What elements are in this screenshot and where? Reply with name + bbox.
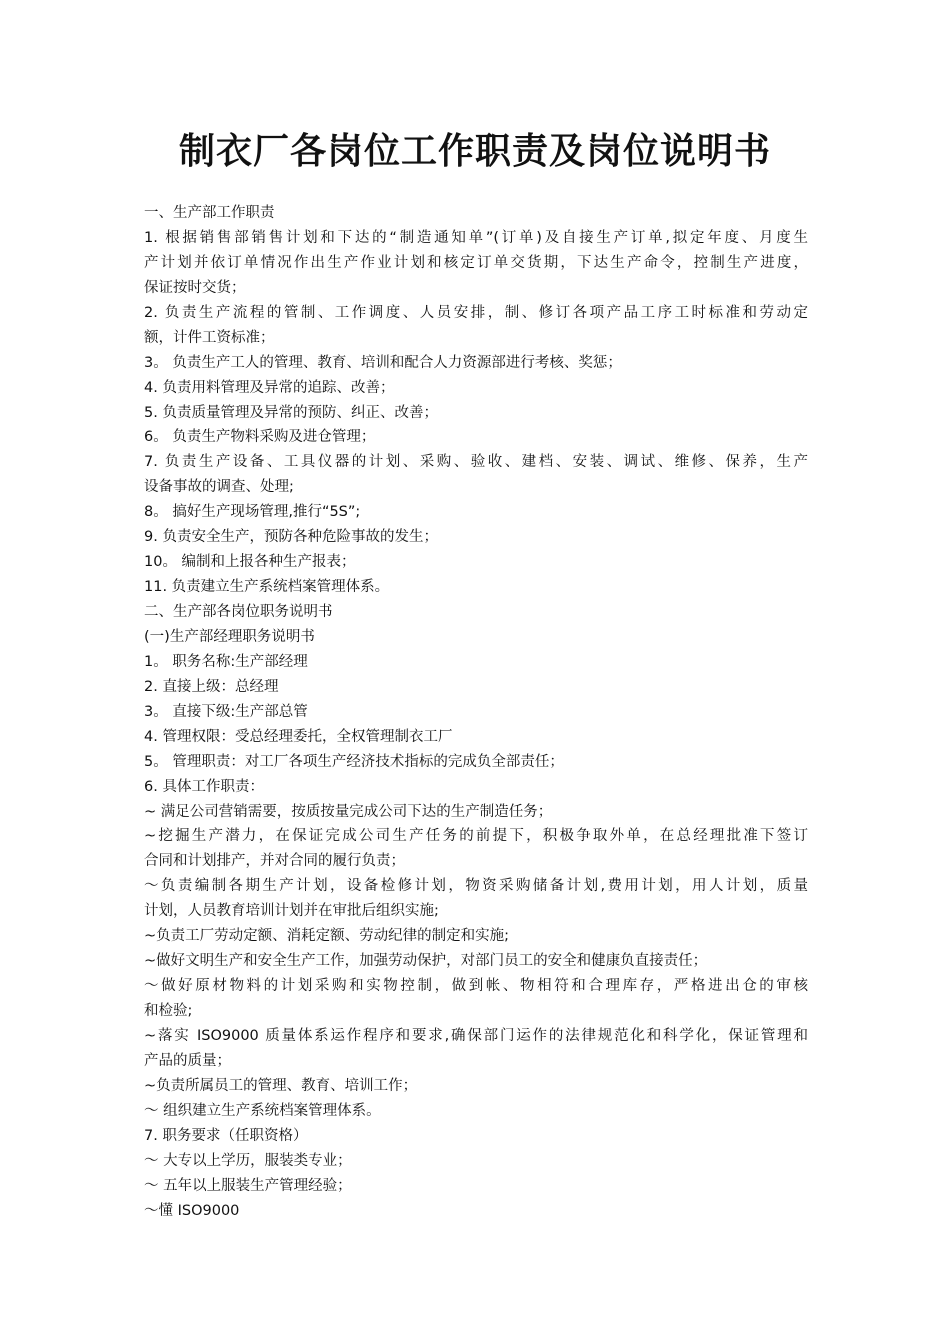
document-body [144, 201, 808, 1223]
text-line: ~落实 ISO9000 质量体系运作程序和要求,确保部门运作的法律规范化和科学化，保证管理和 [144, 1027, 808, 1044]
text-line: 4. 管理权限：受总经理委托，全权管理制衣工厂 [144, 728, 453, 745]
text-line: 9. 负责安全生产，预防各种危险事故的发生； [144, 529, 438, 546]
text-line: ～懂 ISO9000 [144, 1202, 240, 1219]
text-line: ～做好原材物料的计划采购和实物控制，做到帐、物相符和合理库存，严格进出仓的审核 [144, 978, 808, 995]
text-line: 保证按时交货； [144, 279, 246, 296]
text-line: 2. 直接上级：总经理 [144, 678, 279, 695]
text-line: 产计划并依订单情况作出生产作业计划和核定订单交货期，下达生产命令，控制生产进度， [144, 254, 808, 271]
text-line: 3。 负责生产工人的管理、教育、培训和配合人力资源部进行考核、奖惩； [144, 354, 622, 371]
text-line: 设备事故的调查、处理; [144, 479, 294, 496]
text-line: 产品的质量； [144, 1052, 231, 1069]
text-line: ～负责编制各期生产计划，设备检修计划，物资采购储备计划,费用计划，用人计划，质量 [144, 878, 808, 895]
text-line: 7. 职务要求（任职资格） [144, 1127, 308, 1144]
text-line: ~挖掘生产潜力，在保证完成公司生产任务的前提下，积极争取外单，在总经理批准下签订 [144, 828, 808, 845]
text-line: ~做好文明生产和安全生产工作，加强劳动保护，对部门员工的安全和健康负直接责任； [144, 953, 708, 970]
text-line: 一、生产部工作职责 [144, 205, 275, 221]
text-line: 8。 搞好生产现场管理,推行“5S”; [144, 504, 361, 521]
text-line: ~ 满足公司营销需要，按质按量完成公司下达的生产制造任务； [144, 803, 553, 820]
text-line: 1. 根据销售部销售计划和下达的“制造通知单”(订单)及自接生产订单,拟定年度、月度生 [144, 229, 808, 246]
text-line: (一)生产部经理职务说明书 [144, 628, 315, 645]
text-line: 11. 负责建立生产系统档案管理体系。 [144, 579, 390, 596]
text-line: ～ 组织建立生产系统档案管理体系。 [144, 1102, 381, 1119]
text-line: ～ 大专以上学历，服装类专业； [144, 1152, 352, 1169]
text-line: 5。 管理职责：对工厂各项生产经济技术指标的完成负全部责任； [144, 753, 564, 770]
text-line: 额，计件工资标准； [144, 329, 275, 346]
document-title: 制衣厂各岗位工作职责及岗位说明书 [178, 131, 771, 172]
text-line: 3。 直接下级:生产部总管 [144, 703, 308, 720]
text-line: 合同和计划排产，并对合同的履行负责； [144, 853, 405, 870]
text-line: 二、生产部各岗位职务说明书 [144, 604, 333, 620]
text-line: 1。 职务名称:生产部经理 [144, 653, 308, 670]
text-line: 5. 负责质量管理及异常的预防、纠正、改善； [144, 404, 438, 421]
text-line: 6。 负责生产物料采购及进仓管理； [144, 429, 376, 446]
text-line: 计划，人员教育培训计划并在审批后组织实施; [144, 903, 439, 920]
text-line: 和检验; [144, 1003, 193, 1019]
text-line: 10。 编制和上报各种生产报表； [144, 554, 356, 571]
text-line: ~负责工厂劳动定额、消耗定额、劳动纪律的制定和实施; [144, 928, 510, 945]
text-line: 6. 具体工作职责： [144, 778, 264, 795]
text-line: 2. 负责生产流程的管制、工作调度、人员安排，制、修订各项产品工序工时标准和劳动定 [144, 304, 808, 321]
text-line: 4. 负责用料管理及异常的追踪、改善； [144, 379, 395, 396]
text-line: ～ 五年以上服装生产管理经验； [144, 1177, 352, 1194]
text-line: ~负责所属员工的管理、教育、培训工作； [144, 1077, 418, 1094]
text-line: 7. 负责生产设备、工具仪器的计划、采购、验收、建档、安装、调试、维修、保养，生产 [144, 454, 808, 471]
